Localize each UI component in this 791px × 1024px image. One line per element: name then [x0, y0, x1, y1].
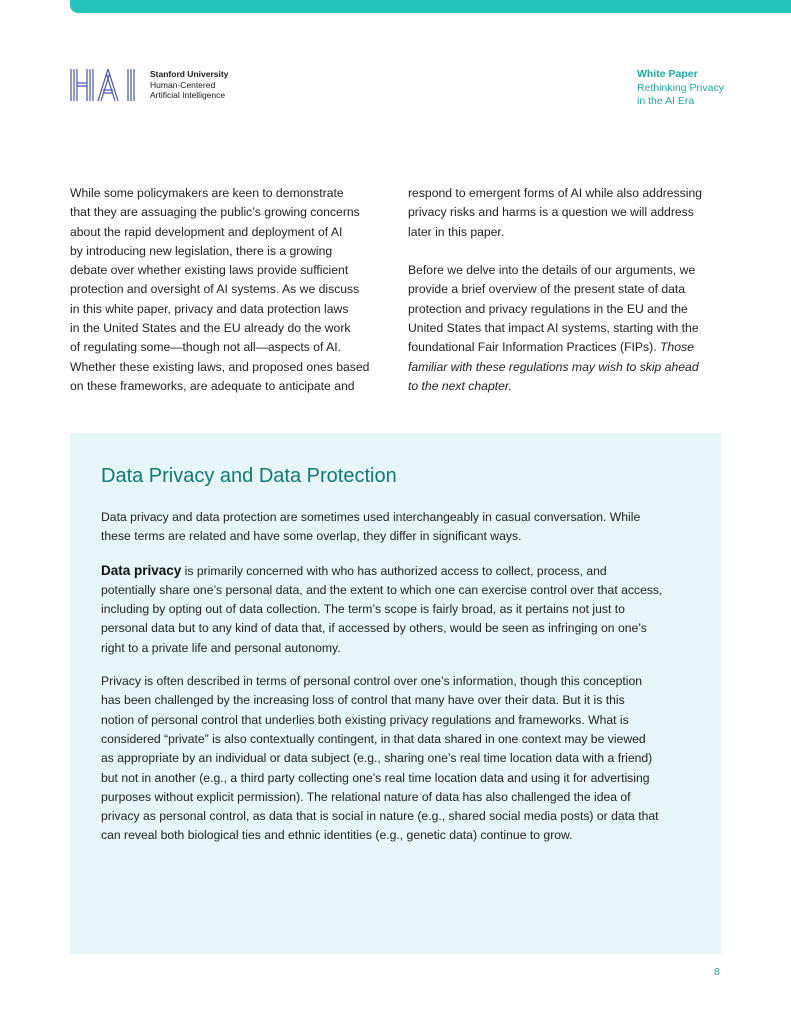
hai-logo	[70, 68, 228, 102]
text-line-italic: to the next chapter.	[408, 378, 512, 393]
text-line: but not in another (e.g., a third party collecting one’s real time location data and using it for advertising	[101, 770, 650, 785]
box-title: Data Privacy and Data Protection	[101, 465, 397, 487]
text-line: that they are assuaging the public’s growing concerns	[70, 205, 360, 220]
text-line-italic: Those	[659, 340, 694, 355]
text-line: these terms are related and have some overlap, they differ in significant ways.	[101, 529, 522, 544]
data-privacy-sidebar-box	[70, 433, 721, 954]
logo-line-human-centered: Human-Centered	[150, 79, 216, 90]
doc-title-line: in the AI Era	[637, 95, 695, 107]
text-line: as appropriate by an individual or data subject (e.g., sharing one’s real time location data with a friend)	[101, 751, 653, 766]
doc-title-line: Rethinking Privacy	[637, 81, 724, 94]
text-line: is primarily concerned with who has authorized access to collect, process, and	[181, 563, 607, 578]
logo-line-ai: Artificial Intelligence	[150, 90, 226, 101]
text-line: about the rapid development and deployment of AI	[70, 224, 343, 239]
text-line: can reveal both biological ties and ethnic identities (e.g., genetic data) continue to grow.	[101, 828, 573, 843]
top-accent-bar	[70, 0, 791, 13]
text-line: by introducing new legislation, there is a growing	[70, 243, 333, 258]
intro-right-column	[408, 184, 728, 396]
intro-left-column	[70, 184, 390, 396]
text-line: protection and oversight of AI systems. As we discuss	[70, 282, 360, 297]
text-line: debate over whether existing laws provide sufficient	[70, 263, 349, 278]
text-line	[408, 377, 728, 396]
text-line: right to a private life and personal autonomy.	[101, 640, 341, 655]
doc-type: White Paper	[637, 68, 698, 80]
text-line: notion of personal control that underlies both existing privacy regulations and frameworks. What is	[101, 712, 629, 727]
text-line: respond to emergent forms of AI while also addressing	[408, 186, 703, 200]
text-line: potentially share one’s personal data, and the extent to which one can exercise control over that access,	[101, 582, 663, 597]
text-line: Data privacy and data protection are sometimes used interchangeably in casual conversation. While	[101, 510, 641, 524]
text-line	[408, 358, 728, 377]
page-number: 8	[714, 966, 720, 978]
document-header	[637, 68, 724, 109]
text-line: including by opting out of data collection. The term’s scope is fairly broad, as it pertains not just to	[101, 602, 625, 617]
text-line: of regulating some—though not all—aspects of AI.	[70, 340, 341, 355]
box-paragraph-3	[101, 672, 701, 846]
box-paragraph-1	[101, 508, 701, 547]
text-line: considered “private” is also contextually contingent, in that data shared in one context may be viewed	[101, 731, 646, 746]
text-line: personal data but to any kind of data that, if accessed by others, would be seen as infringing on one’s	[101, 621, 647, 636]
paragraph-gap	[408, 242, 728, 261]
box-paragraph-2	[101, 561, 701, 658]
text-line: has been challenged by the increasing loss of control that many have over their data. But it is this	[101, 693, 625, 708]
text-line: protection and privacy regulations in the EU and the	[408, 301, 688, 316]
term-data-privacy: Data privacy	[101, 562, 182, 578]
box-body	[101, 508, 701, 860]
text-line: in this white paper, privacy and data protection laws	[70, 301, 349, 316]
text-line: Privacy is often described in terms of personal control over one’s information, though this conception	[101, 674, 643, 689]
text-line-prefix: foundational Fair Information Practices (FIPs).	[408, 340, 660, 355]
text-line-italic: familiar with these regulations may wish to skip ahead	[408, 359, 699, 374]
text-line: Before we delve into the details of our arguments, we	[408, 263, 696, 278]
text-line: privacy risks and harms is a question we will address	[408, 205, 694, 220]
logo-line-university: Stanford University	[150, 69, 229, 80]
text-line: privacy as personal control, as data that is social in nature (e.g., shared social media posts) or data that	[101, 809, 659, 824]
text-line: later in this paper.	[408, 224, 505, 239]
text-line: Whether these existing laws, and proposed ones based	[70, 359, 370, 374]
text-line: provide a brief overview of the present state of data	[408, 282, 686, 297]
hai-logo-mark-icon	[70, 68, 142, 102]
text-line: purposes without explicit permission). The relational nature of data has also challenged the idea of	[101, 789, 631, 804]
text-line: in the United States and the EU already do the work	[70, 321, 351, 336]
logo-text	[150, 69, 228, 101]
text-line: on these frameworks, are adequate to anticipate and	[70, 378, 355, 393]
text-line: United States that impact AI systems, starting with the	[408, 321, 699, 336]
text-line: While some policymakers are keen to demonstrate	[70, 186, 344, 200]
text-line	[408, 338, 728, 357]
